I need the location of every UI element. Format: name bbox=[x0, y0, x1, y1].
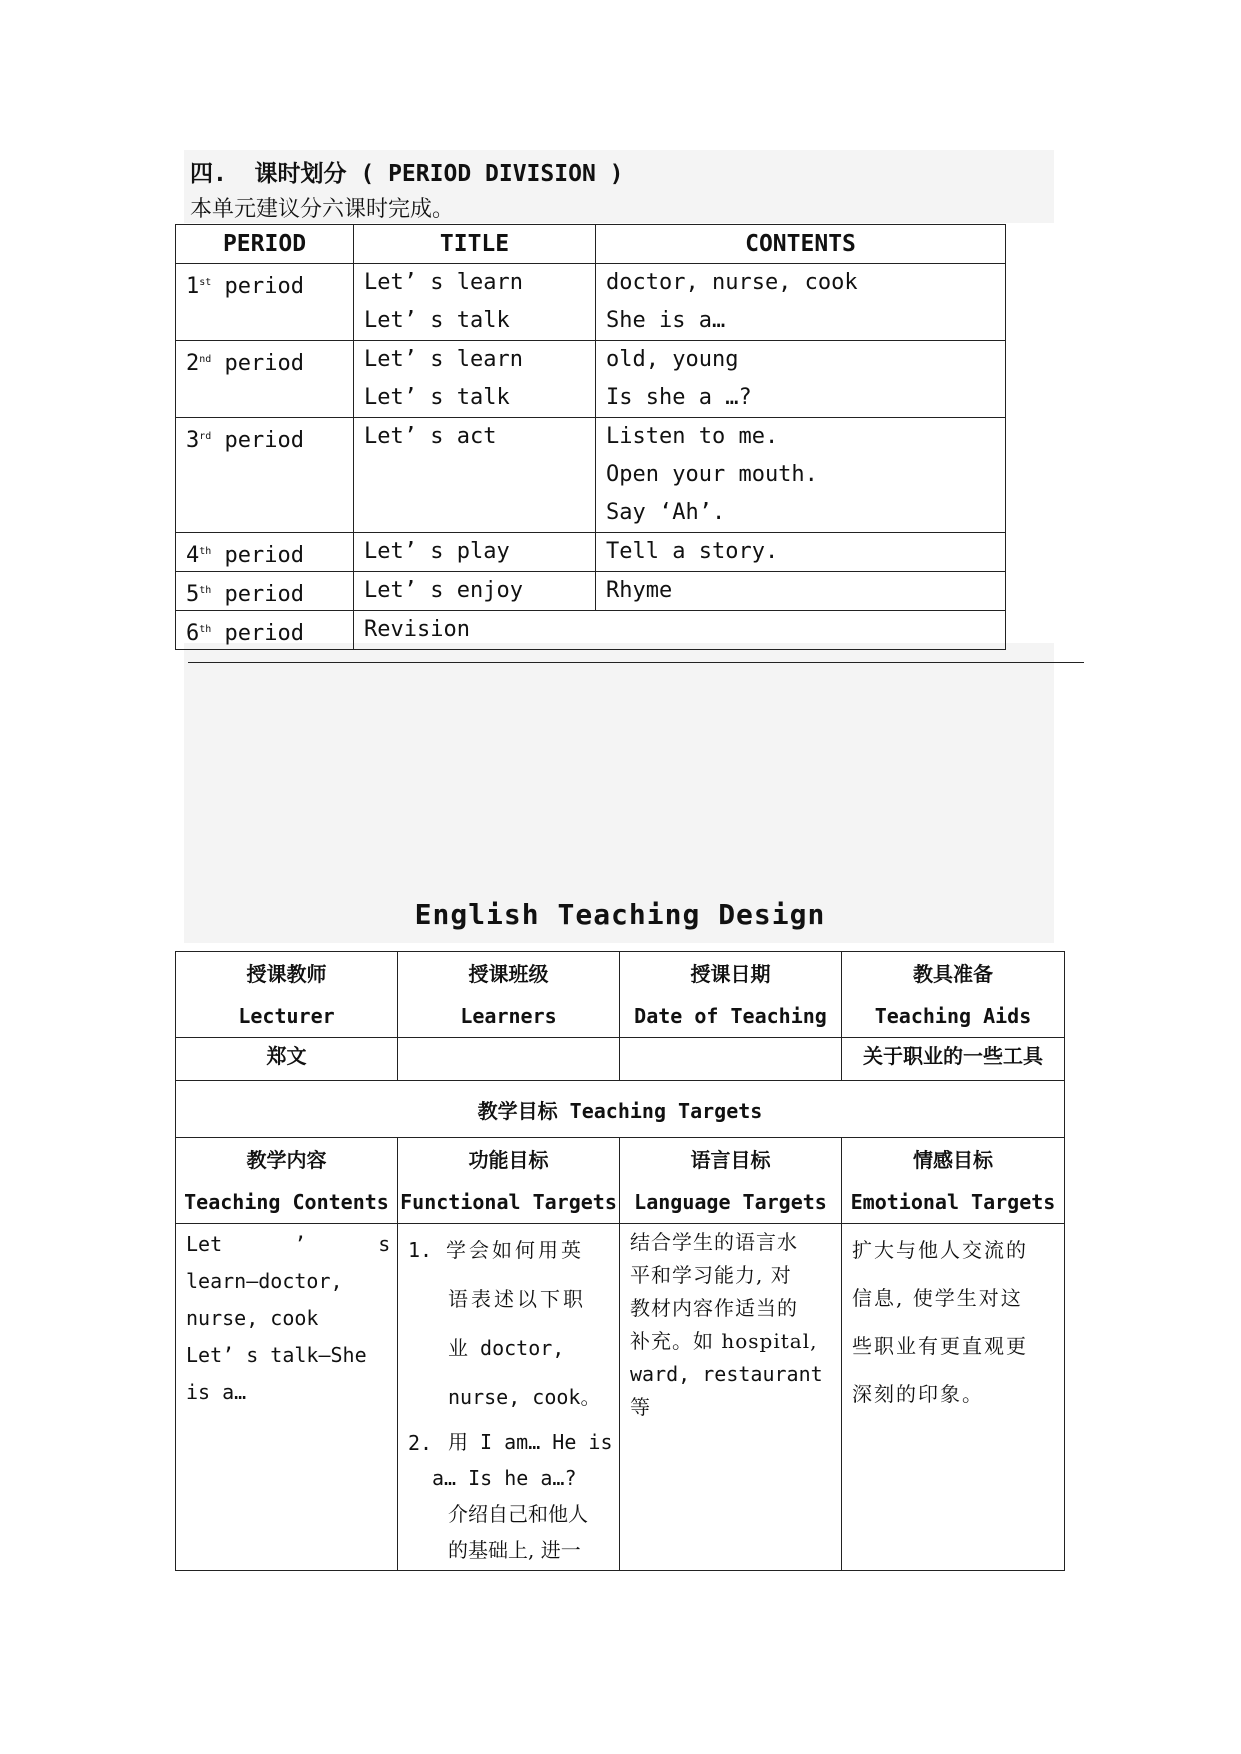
table-row bbox=[176, 611, 1006, 650]
design-title: English Teaching Design bbox=[414, 898, 826, 931]
period-cell: 4th period bbox=[176, 533, 354, 572]
period-cell: 6th period bbox=[176, 611, 354, 650]
teaching-contents-cell: Let ’ s learn—doctor, nurse, cook Let’ s talk—She is a… bbox=[176, 1224, 398, 1571]
title-cell: Let’ s play bbox=[354, 533, 596, 572]
header-title: TITLE bbox=[354, 225, 596, 264]
title-cell: Revision bbox=[354, 611, 1006, 650]
period-cell: 2nd period bbox=[176, 341, 354, 418]
contents-cell: doctor, nurse, cook She is a… bbox=[596, 264, 1006, 341]
lecturer-header: 授课教师 Lecturer bbox=[176, 952, 398, 1038]
period-cell: 5th period bbox=[176, 572, 354, 611]
table-row bbox=[176, 264, 1006, 341]
functional-header: 功能目标 Functional Targets bbox=[398, 1138, 620, 1224]
contents-cell: old, young Is she a …? bbox=[596, 341, 1006, 418]
language-targets-cell: 结合学生的语言水 平和学习能力, 对 教材内容作适当的 补充。如 hospital, ward, restaurant 等 bbox=[620, 1224, 842, 1571]
date-value bbox=[620, 1038, 842, 1081]
divider-line bbox=[188, 662, 1084, 663]
title-cell: Let’ s learn Let’ s talk bbox=[354, 341, 596, 418]
functional-targets-cell: 1. 学会如何用英 语表述以下职 业 doctor, nurse, cook。 2. 用 I am… He is a… Is he a…? 介绍自己和他人 的基础上, 进一 bbox=[398, 1224, 620, 1571]
title-cell: Let’ s act bbox=[354, 418, 596, 533]
header-period: PERIOD bbox=[176, 225, 354, 264]
header-contents: CONTENTS bbox=[596, 225, 1006, 264]
title-cell: Let’ s enjoy bbox=[354, 572, 596, 611]
contents-cell: Rhyme bbox=[596, 572, 1006, 611]
section-note: 本单元建议分六课时完成。 bbox=[190, 197, 455, 222]
design-table bbox=[175, 951, 1065, 1571]
contents-cell: Listen to me. Open your mouth. Say ‘Ah’. bbox=[596, 418, 1006, 533]
period-cell: 1st period bbox=[176, 264, 354, 341]
emotional-targets-cell: 扩大与他人交流的 信息, 使学生对这 些职业有更直观更 深刻的印象。 bbox=[842, 1224, 1065, 1571]
title-cell: Let’ s learn Let’ s talk bbox=[354, 264, 596, 341]
period-table bbox=[175, 224, 1006, 650]
table-row bbox=[176, 533, 1006, 572]
learners-header: 授课班级 Learners bbox=[398, 952, 620, 1038]
aids-value: 关于职业的一些工具 bbox=[842, 1038, 1065, 1081]
table-row bbox=[176, 572, 1006, 611]
period-cell: 3rd period bbox=[176, 418, 354, 533]
targets-title: 教学目标 Teaching Targets bbox=[176, 1081, 1065, 1138]
date-header: 授课日期 Date of Teaching bbox=[620, 952, 842, 1038]
table-row bbox=[176, 418, 1006, 533]
emotional-header: 情感目标 Emotional Targets bbox=[842, 1138, 1065, 1224]
table-row bbox=[176, 341, 1006, 418]
section-heading: 四. 课时划分 ( PERIOD DIVISION ) bbox=[190, 161, 624, 187]
contents-header: 教学内容 Teaching Contents bbox=[176, 1138, 398, 1224]
language-header: 语言目标 Language Targets bbox=[620, 1138, 842, 1224]
aids-header: 教具准备 Teaching Aids bbox=[842, 952, 1065, 1038]
contents-cell: Tell a story. bbox=[596, 533, 1006, 572]
lecturer-value: 郑文 bbox=[176, 1038, 398, 1081]
learners-value bbox=[398, 1038, 620, 1081]
